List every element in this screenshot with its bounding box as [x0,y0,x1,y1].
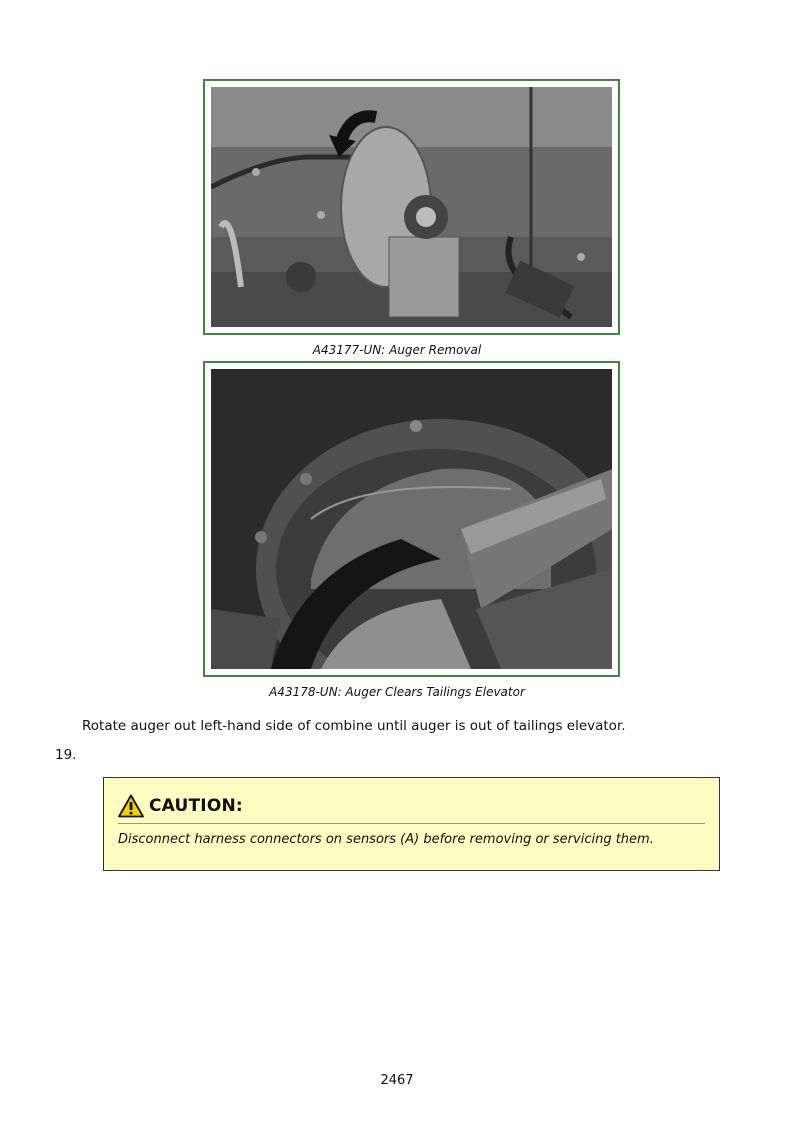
caution-title: CAUTION: [149,796,243,816]
figure-caption: A43178-UN: Auger Clears Tailings Elevator [269,685,525,699]
figure-auger-clears-tailings [203,361,620,677]
step-instruction: Rotate auger out left-hand side of combine until auger is out of tailings elevator. [82,718,626,734]
caution-text: Disconnect harness connectors on sensors (A) before removing or servicing them. [118,832,654,847]
auger-removal-photo [211,87,612,327]
page-number: 2467 [380,1073,414,1088]
figure-auger-removal [203,79,620,335]
caution-box [103,777,720,871]
step-number: 19. [55,747,77,763]
caution-divider [118,823,705,824]
warning-triangle-icon [118,794,144,818]
caution-header [118,792,243,820]
figure-caption: A43177-UN: Auger Removal [312,343,482,357]
tailings-elevator-photo [211,369,612,669]
